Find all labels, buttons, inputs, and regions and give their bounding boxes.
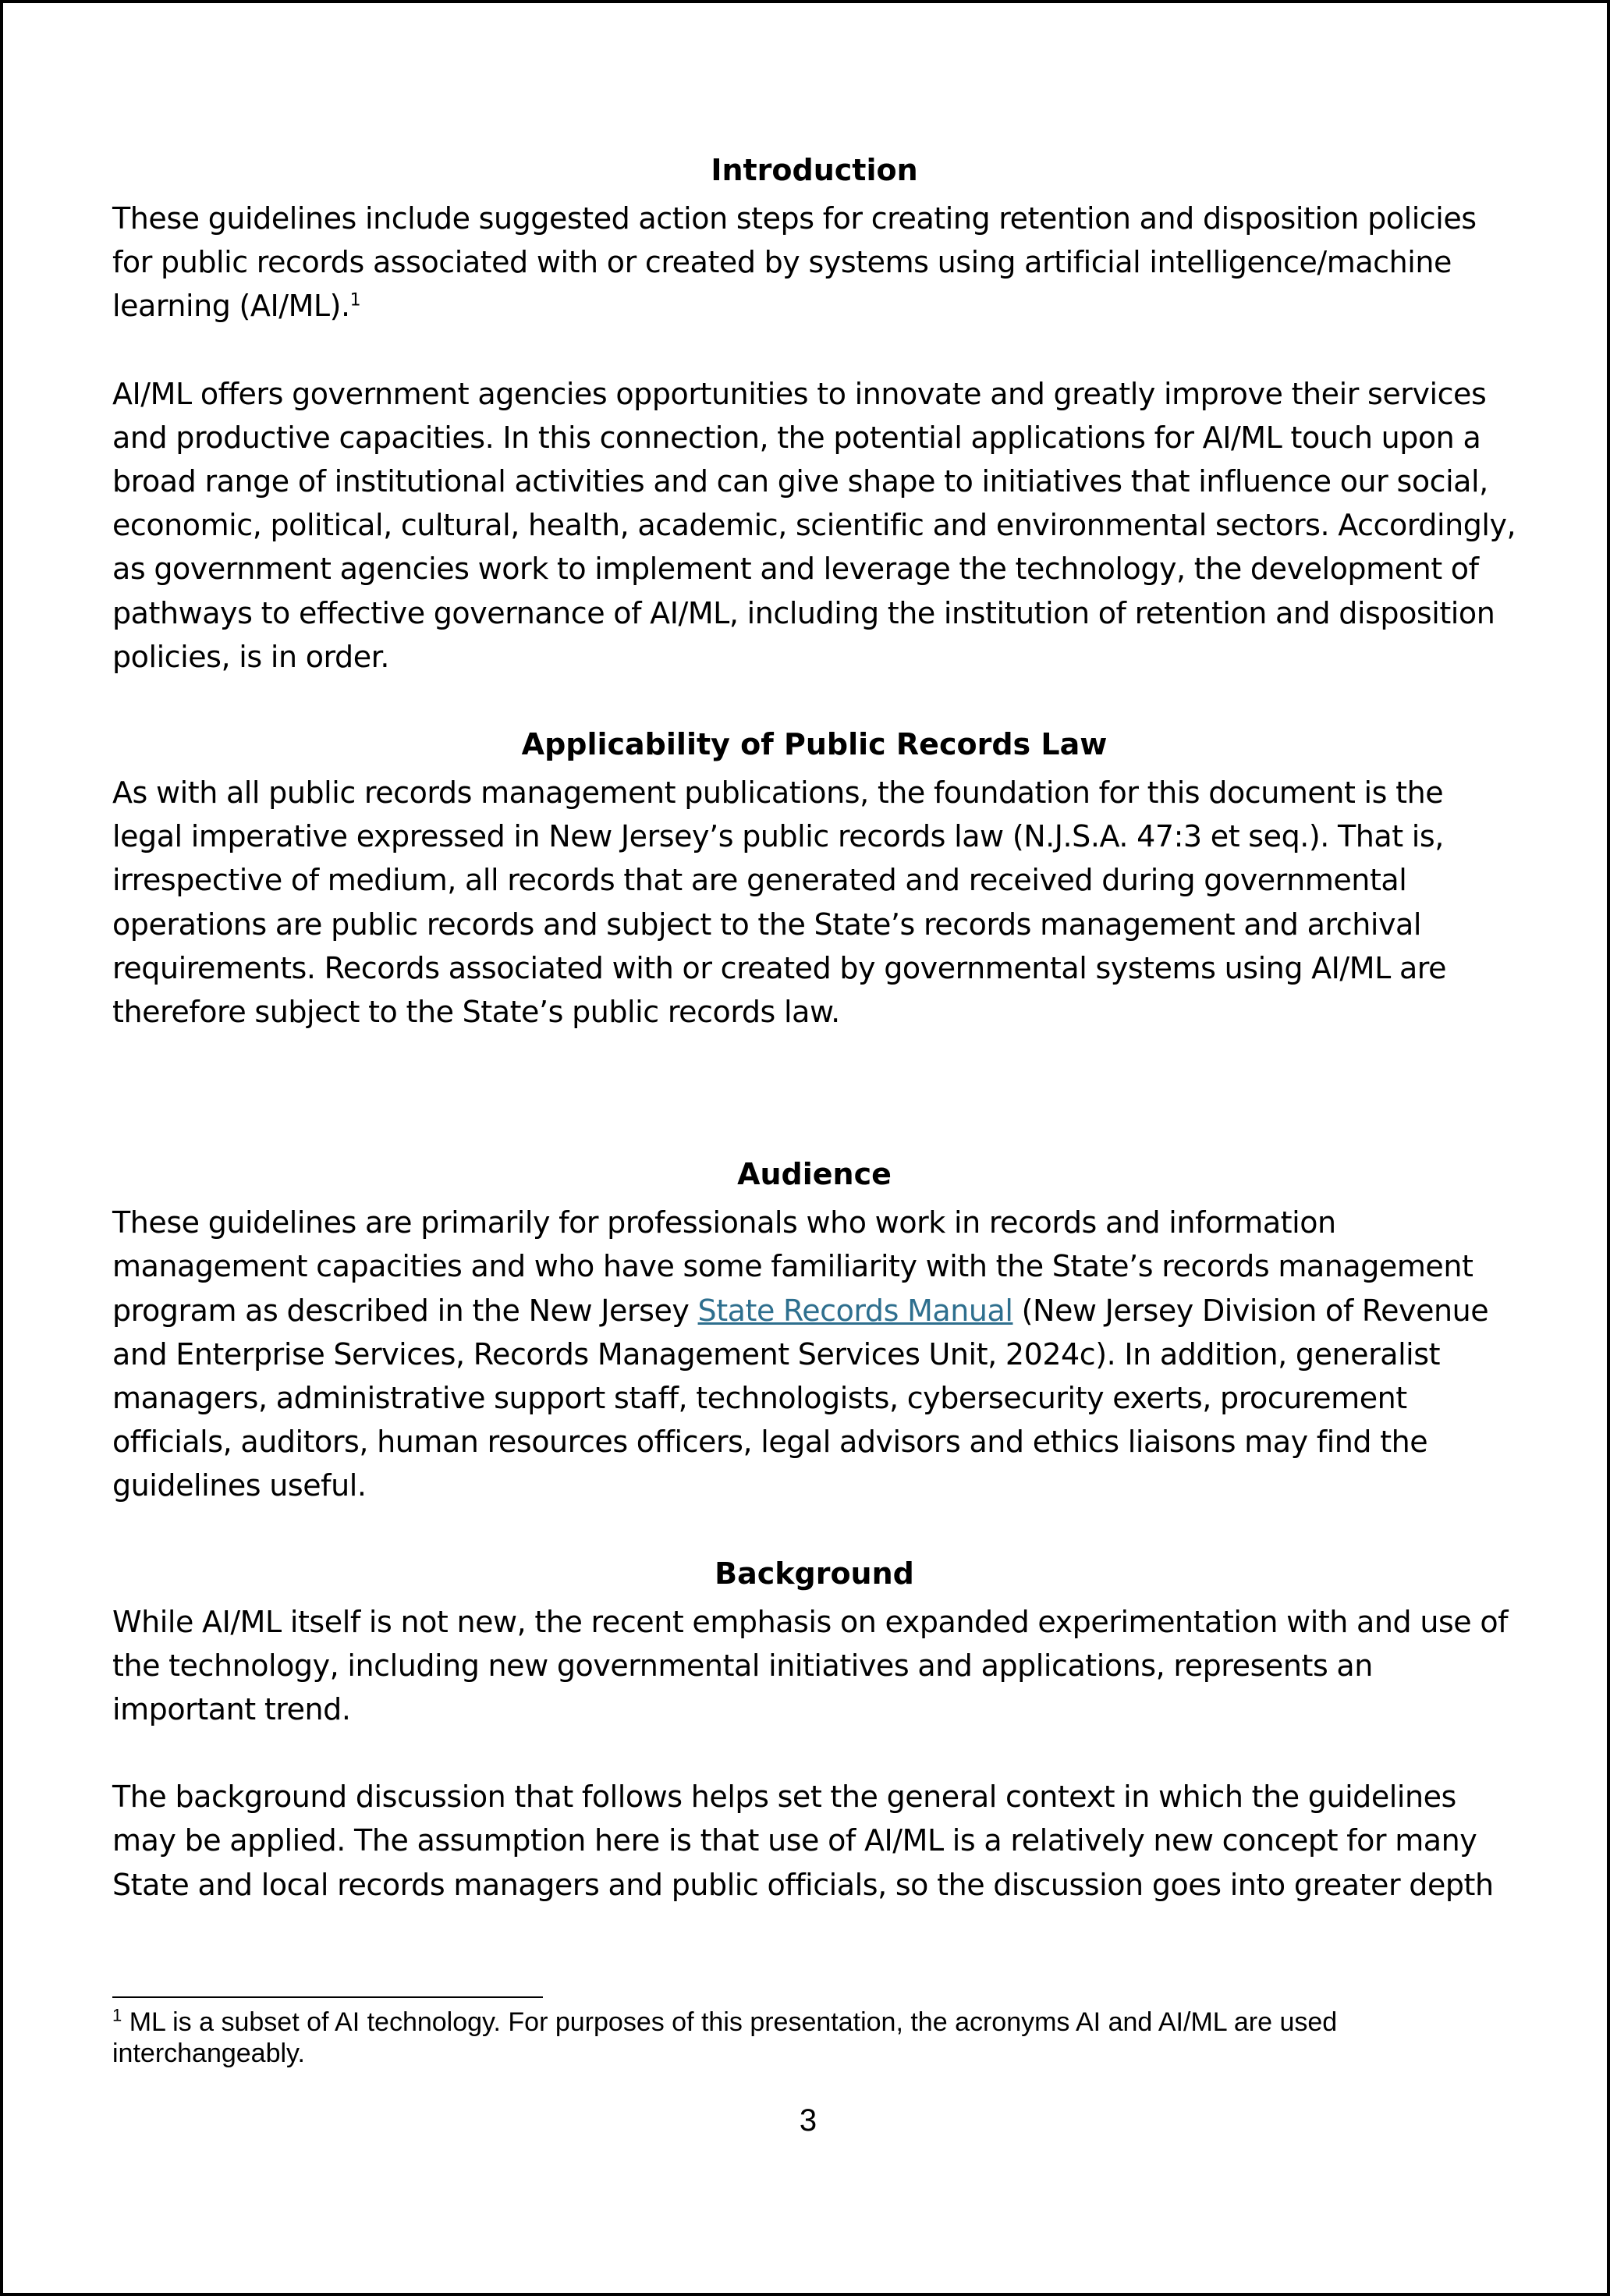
footnote-reference[interactable]: 1 [349, 290, 361, 311]
introduction-paragraph-1-text: These guidelines include suggested action steps for creating retention and disposition policies for public records associated with or created by systems using artificial intelligence/machine learning (AI/ML). [112, 201, 1477, 324]
footnote-text: ML is a subset of AI technology. For purposes of this presentation, the acronyms AI and AI/ML are used interchangeably. [112, 2007, 1338, 2068]
background-paragraph-2: The background discussion that follows helps set the general context in which the guidelines may be applied. The assumption here is that use of AI/ML is a relatively new concept for many State and local records managers and public officials, so the discussion goes into greater depth [112, 1780, 1494, 1902]
footnote-separator [112, 1996, 543, 1998]
footnote-marker: 1 [112, 2005, 122, 2025]
section-heading-background: Background [715, 1556, 914, 1591]
audience-paragraph-1 [112, 1201, 1516, 1507]
section-heading-audience: Audience [737, 1157, 892, 1192]
introduction-paragraph-1 [112, 197, 1516, 328]
applicability-paragraph-1: As with all public records management publications, the foundation for this document is the legal imperative expressed in New Jersey’s public records law (N.J.S.A. 47:3 et seq.). That is, irrespective of medium, all records that are generated and received during governmental operations are public records and subject to the State’s records management and archival requirements. Records associated with or created by governmental systems using AI/ML are therefore subject to the State’s public records law. [112, 775, 1447, 1030]
audience-paragraph-1-after-link: (New Jersey Division of Revenue and Enterprise Services, Records Management Services Unit, 2024c). In addition, generalist managers, administrative support staff, technologists, cybersecurity exerts, procurement officials, auditors, human resources officers, legal advisors and ethics liaisons may find the guidelines useful. [112, 1293, 1489, 1503]
page-number: 3 [799, 2103, 817, 2138]
page-body [112, 148, 1516, 1907]
section-heading-introduction: Introduction [711, 153, 918, 187]
background-paragraph-1: While AI/ML itself is not new, the recent emphasis on expanded experimentation with and use of the technology, including new governmental initiatives and applications, represents an important trend. [112, 1604, 1509, 1727]
state-records-manual-link[interactable]: State Records Manual [697, 1293, 1013, 1328]
section-heading-applicability: Applicability of Public Records Law [521, 727, 1108, 762]
introduction-paragraph-2: AI/ML offers government agencies opportunities to innovate and greatly improve their services and productive capacities. In this connection, the potential applications for AI/ML touch upon a broad range of institutional activities and can give shape to initiatives that influence our social, economic, political, cultural, health, academic, scientific and environmental sectors. Accordingly, as government agencies work to implement and leverage the technology, the development of pathways to effective governance of AI/ML, including the institution of retention and disposition policies, is in order. [112, 376, 1516, 674]
footnote [112, 2007, 1532, 2069]
audience-paragraph-1-before-link: These guidelines are primarily for professionals who work in records and information management capacities and who have some familiarity with the State’s records management program as described in the New Jersey [112, 1205, 1473, 1328]
